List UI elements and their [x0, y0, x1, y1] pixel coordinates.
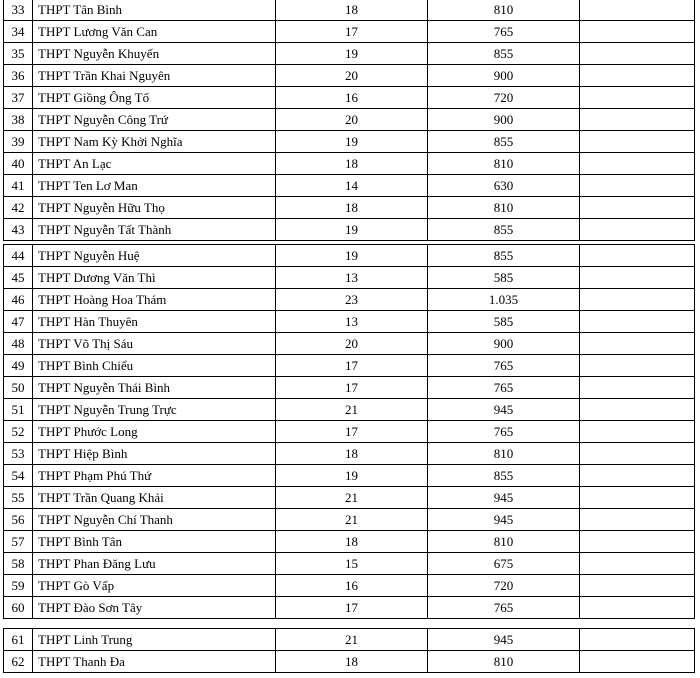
- row-number-cell: 52: [4, 421, 33, 443]
- school-name-cell: THPT Bình Chiểu: [33, 355, 276, 377]
- row-number-cell: 49: [4, 355, 33, 377]
- row-number-cell: 35: [4, 43, 33, 65]
- student-quota-cell: 1.035: [428, 289, 580, 311]
- school-name-cell: THPT Tân Bình: [33, 0, 276, 21]
- school-name-cell: THPT An Lạc: [33, 153, 276, 175]
- student-quota-cell: 900: [428, 65, 580, 87]
- student-quota-cell: 765: [428, 597, 580, 619]
- table-row: [4, 443, 695, 465]
- schools-table-part-1: [3, 0, 695, 241]
- table-row: [4, 465, 695, 487]
- table-row: [4, 87, 695, 109]
- school-name-cell: THPT Gò Vấp: [33, 575, 276, 597]
- row-number-cell: 39: [4, 131, 33, 153]
- table-row: [4, 531, 695, 553]
- schools-table-part-3: [3, 628, 695, 673]
- table-row: [4, 421, 695, 443]
- table-row: [4, 65, 695, 87]
- class-count-cell: 14: [276, 175, 428, 197]
- note-cell: [580, 575, 695, 597]
- student-quota-cell: 585: [428, 267, 580, 289]
- table-row: [4, 219, 695, 241]
- school-name-cell: THPT Nguyễn Hữu Thọ: [33, 197, 276, 219]
- school-name-cell: THPT Hàn Thuyên: [33, 311, 276, 333]
- row-number-cell: 54: [4, 465, 33, 487]
- note-cell: [580, 443, 695, 465]
- student-quota-cell: 810: [428, 153, 580, 175]
- student-quota-cell: 810: [428, 443, 580, 465]
- student-quota-cell: 900: [428, 109, 580, 131]
- row-number-cell: 38: [4, 109, 33, 131]
- row-number-cell: 36: [4, 65, 33, 87]
- student-quota-cell: 945: [428, 509, 580, 531]
- row-number-cell: 47: [4, 311, 33, 333]
- school-name-cell: THPT Phước Long: [33, 421, 276, 443]
- row-number-cell: 50: [4, 377, 33, 399]
- student-quota-cell: 855: [428, 465, 580, 487]
- student-quota-cell: 945: [428, 487, 580, 509]
- class-count-cell: 17: [276, 377, 428, 399]
- class-count-cell: 17: [276, 355, 428, 377]
- student-quota-cell: 675: [428, 553, 580, 575]
- note-cell: [580, 355, 695, 377]
- school-name-cell: THPT Trần Quang Khải: [33, 487, 276, 509]
- note-cell: [580, 0, 695, 21]
- class-count-cell: 17: [276, 21, 428, 43]
- table-row: [4, 267, 695, 289]
- class-count-cell: 13: [276, 267, 428, 289]
- class-count-cell: 18: [276, 531, 428, 553]
- note-cell: [580, 333, 695, 355]
- row-number-cell: 46: [4, 289, 33, 311]
- note-cell: [580, 531, 695, 553]
- row-number-cell: 41: [4, 175, 33, 197]
- class-count-cell: 19: [276, 131, 428, 153]
- note-cell: [580, 289, 695, 311]
- note-cell: [580, 21, 695, 43]
- note-cell: [580, 197, 695, 219]
- school-name-cell: THPT Võ Thị Sáu: [33, 333, 276, 355]
- table-row: [4, 109, 695, 131]
- school-name-cell: THPT Bình Tân: [33, 531, 276, 553]
- row-number-cell: 55: [4, 487, 33, 509]
- class-count-cell: 19: [276, 219, 428, 241]
- student-quota-cell: 855: [428, 131, 580, 153]
- table-row: [4, 0, 695, 21]
- table-row: [4, 197, 695, 219]
- school-name-cell: THPT Linh Trung: [33, 629, 276, 651]
- student-quota-cell: 855: [428, 43, 580, 65]
- class-count-cell: 18: [276, 651, 428, 673]
- class-count-cell: 19: [276, 245, 428, 267]
- table-row: [4, 311, 695, 333]
- note-cell: [580, 465, 695, 487]
- note-cell: [580, 219, 695, 241]
- class-count-cell: 17: [276, 421, 428, 443]
- school-name-cell: THPT Thanh Đa: [33, 651, 276, 673]
- student-quota-cell: 900: [428, 333, 580, 355]
- row-number-cell: 59: [4, 575, 33, 597]
- school-name-cell: THPT Hoàng Hoa Thám: [33, 289, 276, 311]
- school-name-cell: THPT Nguyễn Thái Bình: [33, 377, 276, 399]
- class-count-cell: 18: [276, 443, 428, 465]
- note-cell: [580, 487, 695, 509]
- table-row: [4, 245, 695, 267]
- class-count-cell: 18: [276, 197, 428, 219]
- row-number-cell: 34: [4, 21, 33, 43]
- class-count-cell: 21: [276, 629, 428, 651]
- row-number-cell: 58: [4, 553, 33, 575]
- note-cell: [580, 245, 695, 267]
- school-name-cell: THPT Nguyễn Tất Thành: [33, 219, 276, 241]
- class-count-cell: 21: [276, 399, 428, 421]
- student-quota-cell: 945: [428, 629, 580, 651]
- note-cell: [580, 597, 695, 619]
- table-row: [4, 355, 695, 377]
- note-cell: [580, 87, 695, 109]
- school-name-cell: THPT Dương Văn Thì: [33, 267, 276, 289]
- student-quota-cell: 720: [428, 87, 580, 109]
- student-quota-cell: 855: [428, 245, 580, 267]
- row-number-cell: 53: [4, 443, 33, 465]
- class-count-cell: 20: [276, 65, 428, 87]
- student-quota-cell: 810: [428, 197, 580, 219]
- table-row: [4, 553, 695, 575]
- school-name-cell: THPT Lương Văn Can: [33, 21, 276, 43]
- note-cell: [580, 421, 695, 443]
- row-number-cell: 43: [4, 219, 33, 241]
- row-number-cell: 51: [4, 399, 33, 421]
- school-name-cell: THPT Nguyễn Chí Thanh: [33, 509, 276, 531]
- row-number-cell: 62: [4, 651, 33, 673]
- school-name-cell: THPT Nam Kỳ Khởi Nghĩa: [33, 131, 276, 153]
- row-number-cell: 44: [4, 245, 33, 267]
- table-row: [4, 487, 695, 509]
- school-name-cell: THPT Phan Đăng Lưu: [33, 553, 276, 575]
- class-count-cell: 21: [276, 509, 428, 531]
- student-quota-cell: 855: [428, 219, 580, 241]
- class-count-cell: 19: [276, 465, 428, 487]
- table-row: [4, 597, 695, 619]
- student-quota-cell: 720: [428, 575, 580, 597]
- note-cell: [580, 629, 695, 651]
- class-count-cell: 20: [276, 109, 428, 131]
- note-cell: [580, 109, 695, 131]
- student-quota-cell: 630: [428, 175, 580, 197]
- row-number-cell: 61: [4, 629, 33, 651]
- note-cell: [580, 131, 695, 153]
- student-quota-cell: 765: [428, 421, 580, 443]
- table-row: [4, 289, 695, 311]
- class-count-cell: 15: [276, 553, 428, 575]
- row-number-cell: 33: [4, 0, 33, 21]
- class-count-cell: 16: [276, 87, 428, 109]
- note-cell: [580, 153, 695, 175]
- class-count-cell: 13: [276, 311, 428, 333]
- student-quota-cell: 810: [428, 0, 580, 21]
- table-row: [4, 509, 695, 531]
- student-quota-cell: 810: [428, 651, 580, 673]
- table-row: [4, 629, 695, 651]
- student-quota-cell: 945: [428, 399, 580, 421]
- student-quota-cell: 810: [428, 531, 580, 553]
- class-count-cell: 21: [276, 487, 428, 509]
- class-count-cell: 18: [276, 0, 428, 21]
- row-number-cell: 48: [4, 333, 33, 355]
- school-name-cell: THPT Nguyễn Khuyến: [33, 43, 276, 65]
- row-number-cell: 40: [4, 153, 33, 175]
- class-count-cell: 18: [276, 153, 428, 175]
- table-row: [4, 651, 695, 673]
- school-name-cell: THPT Nguyễn Công Trứ: [33, 109, 276, 131]
- school-name-cell: THPT Phạm Phú Thứ: [33, 465, 276, 487]
- class-count-cell: 17: [276, 597, 428, 619]
- class-count-cell: 20: [276, 333, 428, 355]
- student-quota-cell: 585: [428, 311, 580, 333]
- class-count-cell: 23: [276, 289, 428, 311]
- row-number-cell: 60: [4, 597, 33, 619]
- schools-table-part-2: [3, 244, 695, 619]
- table-row: [4, 21, 695, 43]
- table-row: [4, 377, 695, 399]
- row-number-cell: 45: [4, 267, 33, 289]
- note-cell: [580, 175, 695, 197]
- row-number-cell: 56: [4, 509, 33, 531]
- note-cell: [580, 509, 695, 531]
- student-quota-cell: 765: [428, 355, 580, 377]
- school-name-cell: THPT Trần Khai Nguyên: [33, 65, 276, 87]
- table-row: [4, 131, 695, 153]
- note-cell: [580, 65, 695, 87]
- table-row: [4, 43, 695, 65]
- row-number-cell: 37: [4, 87, 33, 109]
- class-count-cell: 16: [276, 575, 428, 597]
- table-row: [4, 175, 695, 197]
- school-name-cell: THPT Đào Sơn Tây: [33, 597, 276, 619]
- note-cell: [580, 399, 695, 421]
- table-row: [4, 399, 695, 421]
- school-name-cell: THPT Ten Lơ Man: [33, 175, 276, 197]
- school-name-cell: THPT Nguyễn Trung Trực: [33, 399, 276, 421]
- row-number-cell: 57: [4, 531, 33, 553]
- school-name-cell: THPT Hiệp Bình: [33, 443, 276, 465]
- note-cell: [580, 377, 695, 399]
- table-row: [4, 333, 695, 355]
- note-cell: [580, 651, 695, 673]
- student-quota-cell: 765: [428, 377, 580, 399]
- table-row: [4, 153, 695, 175]
- school-name-cell: THPT Giồng Ông Tố: [33, 87, 276, 109]
- note-cell: [580, 311, 695, 333]
- note-cell: [580, 553, 695, 575]
- table-row: [4, 575, 695, 597]
- note-cell: [580, 267, 695, 289]
- row-number-cell: 42: [4, 197, 33, 219]
- class-count-cell: 19: [276, 43, 428, 65]
- student-quota-cell: 765: [428, 21, 580, 43]
- school-name-cell: THPT Nguyễn Huệ: [33, 245, 276, 267]
- note-cell: [580, 43, 695, 65]
